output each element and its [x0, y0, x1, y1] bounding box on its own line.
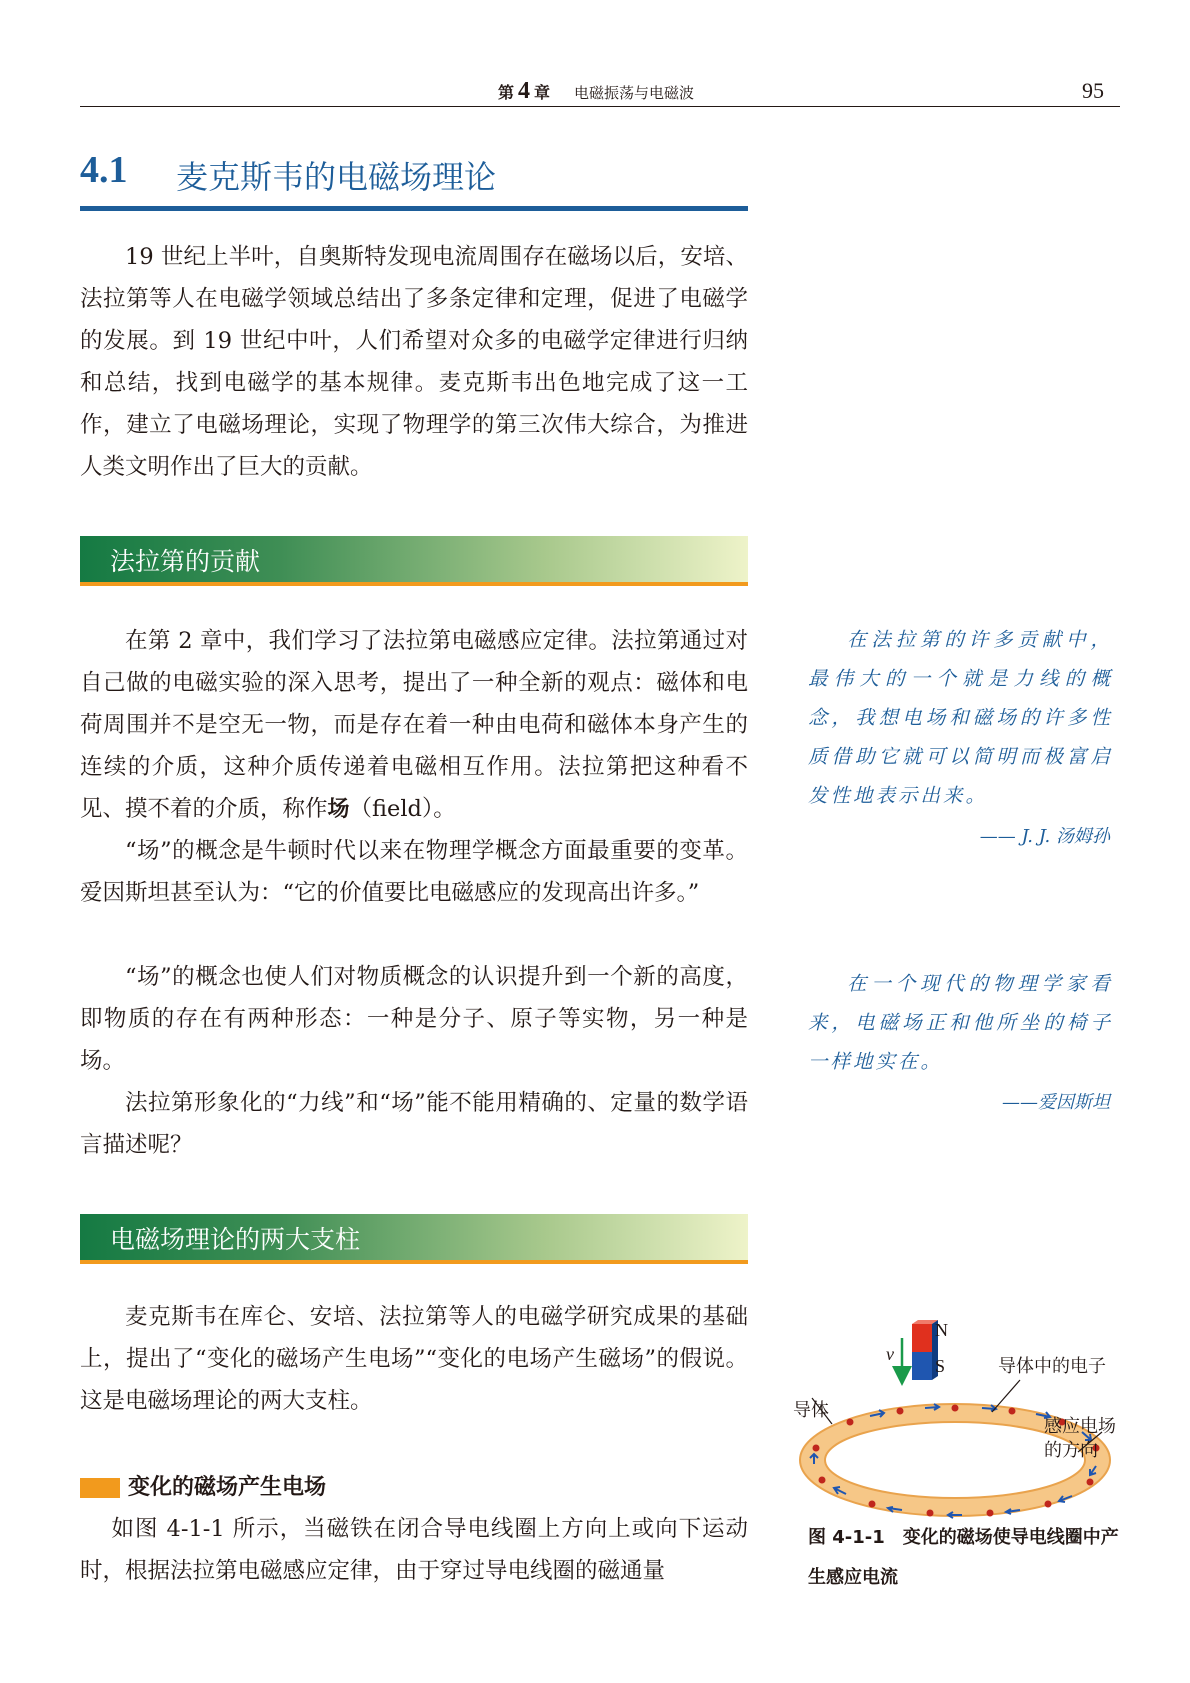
south-label: S — [935, 1356, 946, 1376]
electrons-label: 导体中的电子 — [998, 1356, 1106, 1377]
section-title — [80, 148, 748, 211]
faraday-heading: 法拉第的贡献 — [110, 547, 261, 576]
north-label: N — [935, 1320, 948, 1340]
intro-paragraph: 19 世纪上半叶，自奥斯特发现电流周围存在磁场以后，安培、法拉第等人在电磁学领域总结出了多条定律和定理，促进了电磁学的发展。到 19 世纪中叶，人们希望对众多的电磁学定律进行归纳和总结，找到电磁学的基本规律。麦克斯韦出色地完成了这一工作，建立了电磁场理论，实现了物理学的第三次伟大综合，为推进人类文明作出了巨大的贡献。 — [80, 244, 748, 480]
chapter-label: 第 4 章 — [498, 78, 551, 104]
quote-einstein: 在一个现代的物理学家看来，电磁场正和他所坐的椅子一样地实在。 — [808, 972, 1113, 1073]
field-direction-label-2: 的方向 — [1044, 1440, 1098, 1461]
chapter-title: 电磁振荡与电磁波 — [574, 84, 695, 102]
subheading-text: 变化的磁场产生电场 — [128, 1475, 327, 1500]
quote-thomson: 在法拉第的许多贡献中，最伟大的一个就是力线的概念，我想电场和磁场的许多性质借助它就可以简明而极富启发性地表示出来。 — [808, 628, 1113, 807]
field-direction-label-1: 感应电场 — [1044, 1416, 1116, 1437]
page-number: 95 — [1082, 78, 1104, 103]
running-header — [80, 72, 1120, 107]
velocity-label: v — [886, 1344, 894, 1364]
field-term: 场 — [327, 797, 350, 822]
pillars-paragraph-1: 麦克斯韦在库仑、安培、法拉第等人的电磁学研究成果的基础上，提出了“变化的磁场产生电场”“变化的电场产生磁场”的假说。这是电磁场理论的两大支柱。 — [80, 1304, 748, 1414]
section-number: 4.1 — [80, 149, 128, 191]
faraday-heading-banner — [80, 536, 748, 586]
subheading-marker — [80, 1478, 120, 1498]
pillars-heading-banner — [80, 1214, 748, 1264]
section-name: 麦克斯韦的电磁场理论 — [176, 158, 497, 196]
conductor-label: 导体 — [793, 1400, 829, 1421]
quote-einstein-attribution: ——爱因斯坦 — [1002, 1092, 1110, 1113]
faraday-paragraph-3: “场”的概念也使人们对物质概念的认识提升到一个新的高度，即物质的存在有两种形态：一种是分子、原子等实物，另一种是场。 — [80, 964, 748, 1074]
magnet-north-pole — [912, 1324, 932, 1352]
quote-thomson-attribution: —— J. J. 汤姆孙 — [979, 826, 1110, 847]
pillars-paragraph-2: 如图 4-1-1 所示，当磁铁在闭合导电线圈上方向上或向下运动时，根据法拉第电磁感应定律，由于穿过导电线圈的磁通量 — [80, 1516, 748, 1584]
faraday-paragraph-1: 在第 2 章中，我们学习了法拉第电磁感应定律。法拉第通过对自己做的电磁实验的深入思考，提出了一种全新的观点：磁体和电荷周围并不是空无一物，而是存在着一种由电荷和磁体本身产生的连续的介质，这种介质传递着电磁相互作用。法拉第把这种看不见、摸不着的介质，称作场（field）。 — [80, 628, 748, 822]
figure-caption: 图 4-1-1 变化的磁场使导电线圈中产生感应电流 — [808, 1527, 1119, 1588]
faraday-paragraph-2: “场”的概念是牛顿时代以来在物理学概念方面最重要的变革。爱因斯坦甚至认为：“它的价值要比电磁感应的发现高出许多。” — [80, 838, 748, 906]
faraday-paragraph-4: 法拉第形象化的“力线”和“场”能不能用精确的、定量的数学语言描述呢？ — [80, 1090, 748, 1158]
pillars-heading: 电磁场理论的两大支柱 — [110, 1225, 361, 1254]
magnet-south-pole — [912, 1352, 932, 1380]
